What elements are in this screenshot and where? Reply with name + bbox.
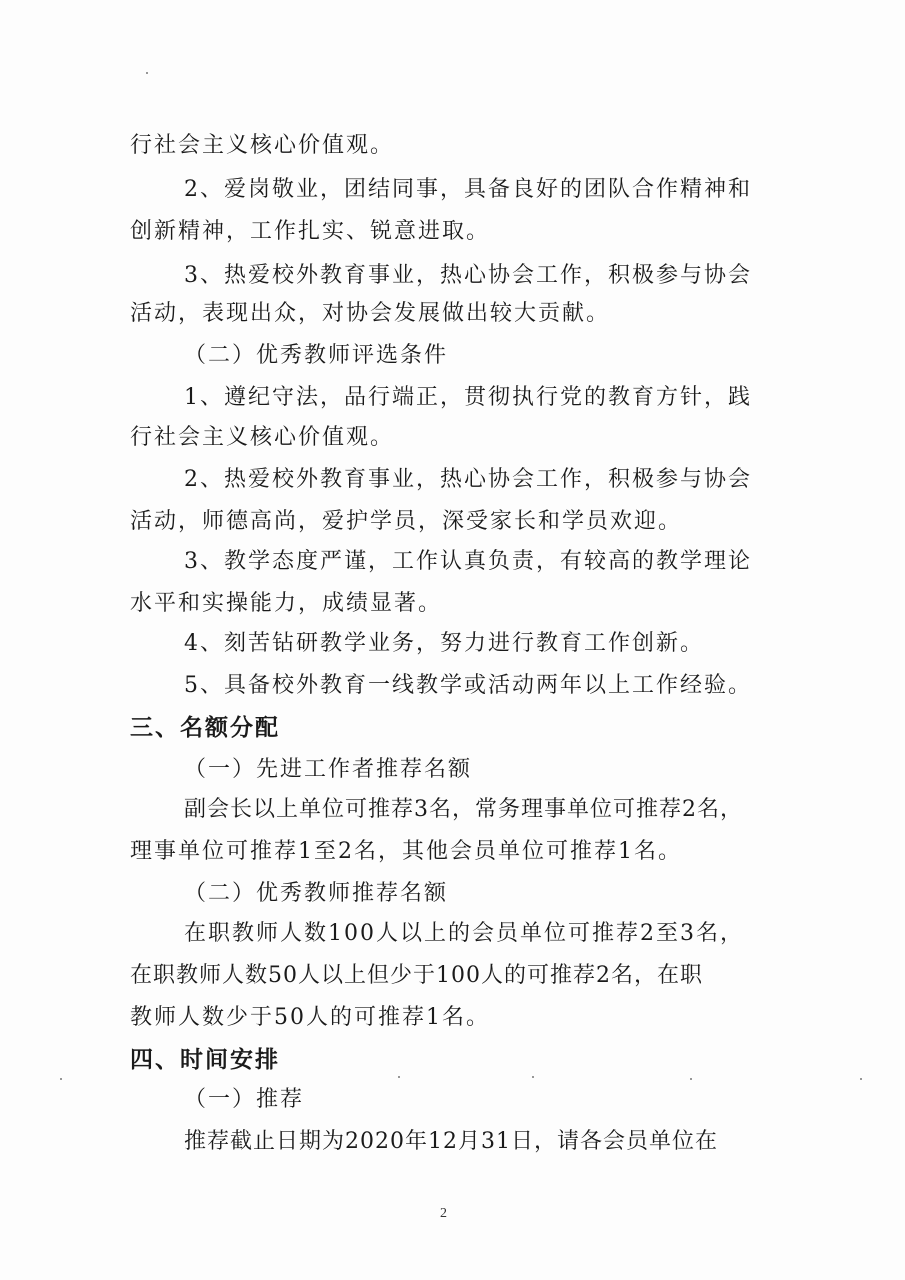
body-text-line: 在职教师人数50人以上但少于100人的可推荐2名，在职 — [130, 963, 703, 988]
subsection-heading: （一）先进工作者推荐名额 — [184, 757, 473, 782]
body-text-line: 活动，表现出众，对协会发展做出较大贡献。 — [130, 301, 611, 326]
scan-speck — [398, 1076, 400, 1078]
scan-speck — [690, 1078, 692, 1080]
list-item: 4、刻苦钻研教学业务，努力进行教育工作创新。 — [184, 631, 704, 656]
scan-speck — [860, 1078, 862, 1080]
body-text-line: 副会长以上单位可推荐3名，常务理事单位可推荐2名， — [184, 797, 743, 822]
list-item: 1、遵纪守法，品行端正，贯彻执行党的教育方针，践 — [184, 385, 752, 410]
list-item: 5、具备校外教育一线教学或活动两年以上工作经验。 — [184, 673, 752, 698]
section-heading: 四、时间安排 — [130, 1046, 280, 1073]
body-text-line: 理事单位可推荐1至2名，其他会员单位可推荐1名。 — [130, 839, 682, 864]
body-text-line: 活动，师德高尚，爱护学员，深受家长和学员欢迎。 — [130, 509, 683, 534]
subsection-heading: （二）优秀教师推荐名额 — [184, 881, 449, 906]
list-item: 2、热爱校外教育事业，热心协会工作，积极参与协会 — [184, 467, 752, 492]
section-heading: 三、名额分配 — [130, 714, 280, 741]
subsection-heading: （二）优秀教师评选条件 — [184, 343, 449, 368]
body-text-line: 创新精神，工作扎实、锐意进取。 — [130, 219, 491, 244]
list-item: 3、热爱校外教育事业，热心协会工作，积极参与协会 — [184, 263, 752, 288]
scan-speck — [60, 1078, 62, 1080]
scan-speck — [532, 1076, 534, 1078]
body-text-line: 推荐截止日期为2020年12月31日，请各会员单位在 — [184, 1129, 718, 1154]
body-text-line: 行社会主义核心价值观。 — [130, 133, 395, 158]
list-item: 2、爱岗敬业，团结同事，具备良好的团队合作精神和 — [184, 177, 752, 202]
page-number: 2 — [440, 1206, 447, 1221]
body-text-line: 在职教师人数100人以上的会员单位可推荐2至3名， — [184, 921, 744, 946]
body-text-line: 水平和实操能力，成绩显著。 — [130, 591, 443, 616]
scan-speck — [146, 72, 148, 74]
subsection-heading: （一）推荐 — [184, 1087, 305, 1112]
body-text-line: 行社会主义核心价值观。 — [130, 425, 395, 450]
list-item: 3、教学态度严谨，工作认真负责，有较高的教学理论 — [184, 549, 752, 574]
body-text-line: 教师人数少于50人的可推荐1名。 — [130, 1005, 490, 1030]
